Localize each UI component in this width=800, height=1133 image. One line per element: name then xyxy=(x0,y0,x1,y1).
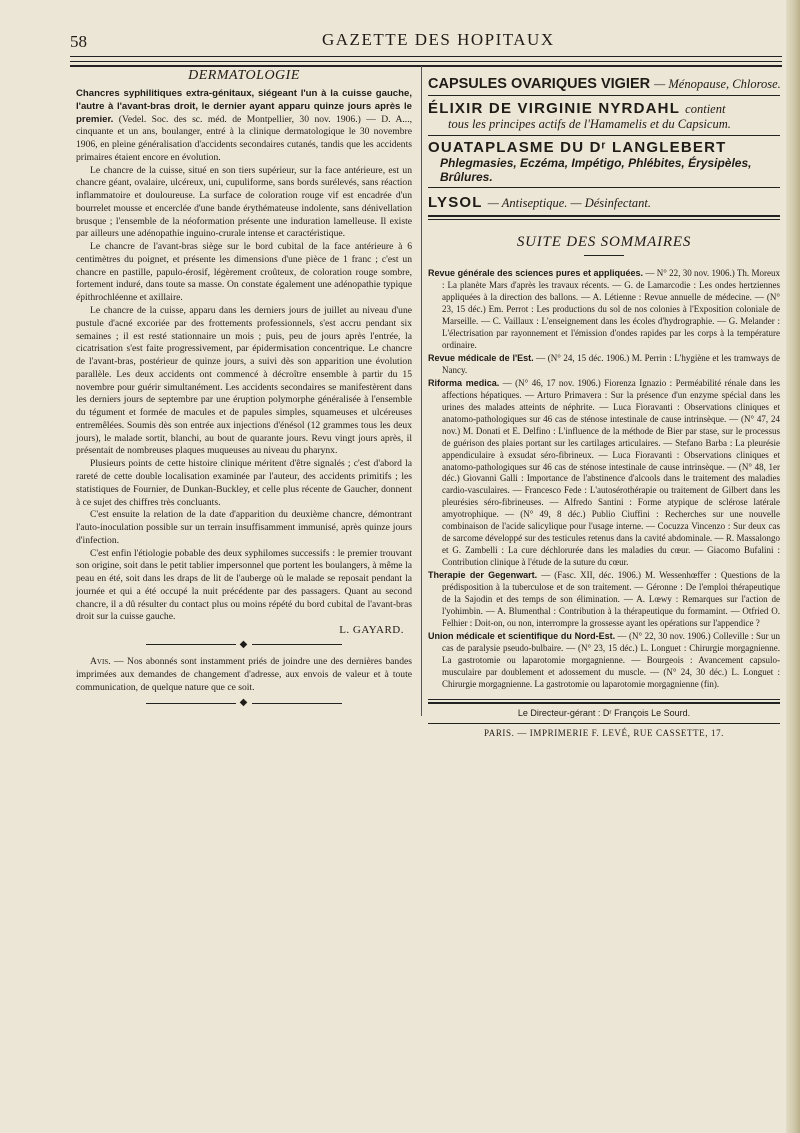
footer-rule xyxy=(428,699,780,700)
avis-text: — Nos abonnés sont instamment priés de joindre une des dernières bandes imprimées aux demandes de changement d'adresse, aux envois de valeur et à toute communication, de quelque nature que ce soit. xyxy=(76,656,412,693)
entry-body: — N° 22, 30 nov. 1906.) Th. Moreux : La planète Mars d'après les travaux récents. — G. de Lamarcodie : Les ondes hertziennes appliquées à la direction des ballons. — A. Létienne : Revue annuelle de médecine. — (N° 23, 15 déc.) Em. Perrot : Les productions du sol de nos colonies à l'Exposition coloniale de Marseille. — C. Vaillaux : L'enseignement dans les écoles d'hydrographie. — G. Melander : L'électrisation par rayonnement et l'émission d'ondes rapides par les corps à la température ordinaire. xyxy=(442,268,780,350)
journal-title: GAZETTE DES HOPITAUX xyxy=(322,30,555,49)
journal-name: Union médicale et scientifique du Nord-Est. xyxy=(428,631,616,642)
entry-body: — (N° 22, 30 nov. 1906.) Colleville : Sur un cas de paralysie pseudo-bulbaire. — (N° 23, 15 déc.) L. Longuet : Chirurgie morgagnienne. La gastrotomie ou laparotomie morgagnienne. — Bourgeois : Avancement capsulo-musculaire par doublement et adossement du muscle. — (N° 24, 30 déc.) L. Longuet : Chirurgie morgagnienne. La gastrotomie ou laparotomie morgagnienne (fin). xyxy=(442,631,780,689)
ad-separator xyxy=(428,187,780,188)
summary-entry xyxy=(428,570,780,630)
footer-rule xyxy=(428,723,780,724)
page-header xyxy=(70,28,782,64)
footer-rule xyxy=(428,702,780,704)
title-rule xyxy=(584,255,624,256)
printer-imprint: PARIS. — IMPRIMERIE F. LEVÉ, RUE CASSETTE, 17. xyxy=(483,727,725,738)
journal-name: Therapie der Gegenwart. xyxy=(428,570,538,581)
summary-entry xyxy=(428,631,780,691)
ad-name: LYSOL xyxy=(428,194,483,211)
ad-description: tous les principes actifs de l'Hamamelis et du Capsicum. xyxy=(448,117,731,131)
ornament-divider: ◆ xyxy=(76,640,412,650)
ad-tagline: contient xyxy=(685,102,726,116)
ornament-divider: ◆ xyxy=(76,698,412,708)
article-citation: (Vedel. Soc. des sc. méd. de Montpellier, 30 nov. 1906.) — D. A..., cinquante et un ans, boulanger, entré à la clinique dermatologique le 30 novembre 1906, en pleine généralisation d'accidents secondaires cutanés, tandis que les accidents primaires étaient encore en évolution. xyxy=(76,113,413,163)
left-column xyxy=(76,68,412,714)
article-paragraph: Plusieurs points de cette histoire clinique méritent d'être signalés ; c'est d'abord la rareté de cette double localisation examinée par l'auteur, des accidents primitifs ; les statistiques de Fournier, de Dunkan-Buckley, et celle plus récente de Gaucher, donnent à ce sujet des chiffres très concluants. xyxy=(76,458,412,508)
avis-notice xyxy=(76,656,412,694)
article-title: Chancres syphilitiques extra-génitaux, siégeant l'un à la cuisse gauche, l'autre à l'avant-bras droit, le dernier ayant apparu quinze jours après le premier. xyxy=(76,88,412,125)
article-paragraph: Le chancre de l'avant-bras siège sur le bord cubital de la face antérieure à 6 centimètres du poignet, et présente les dimensions d'une pièce de 1 franc ; c'est un chancre en pastille, papulo-érosif, légèrement croûteux, de coloration rouge sombre, fortement induré, dans toute sa masse. On constate également une adénopathie typique épithrochléenne et axillaire. xyxy=(76,241,412,304)
avis-label: Avis. xyxy=(90,656,111,668)
entry-body: — (Fasc. XII, déc. 1906.) M. Wessenhœffer : Questions de la prédisposition à la tuberculose et de son traitement. — Géronne : De l'emploi thérapeutique de la Sajodin et des temps de son élimination. — A. Lœwy : Remarques sur l'action de l'yohimbin. — A. Blumenthal : Contribution à la thérapeutique du formamint. — Otfried O. Felhier : Doit-on, ou non, interrompre la grossesse ayant les opérations sur l'appendice ? xyxy=(442,570,780,629)
journal-name: Riforma medica. xyxy=(428,377,500,388)
entry-body: — (N° 24, 15 déc. 1906.) M. Perrin : L'hygiène et les tramways de Nancy. xyxy=(442,352,780,375)
article-paragraph: Le chancre de la cuisse, situé en son tiers supérieur, sur la face antérieure, est un chancre géant, ovalaire, ulcéreux, uni, cupuliforme, sans bords surélevés, sans réaction inflammatoire et douloureuse. La surface de coloration rouge vif est encadrée d'un bourrelet mousse et encerclée d'une bande érythémateuse indolente, sans dénivellation brusque ; l'ensemble de la néoformation présente une induration lamelleuse. Il existe par ailleurs une adénopathie inguino-crurale intense et caractéristique. xyxy=(76,164,412,240)
ad-description: Phlegmasies, Eczéma, Impétigo, Phlébites, Érysipèles, Brûlures. xyxy=(440,156,752,184)
right-column xyxy=(428,76,780,740)
page-edge xyxy=(786,0,800,1133)
section-title: SUITE DES SOMMAIRES xyxy=(516,234,692,250)
article-intro xyxy=(76,88,412,165)
ad-separator xyxy=(428,135,780,136)
ad-lysol xyxy=(428,194,780,211)
column-divider xyxy=(421,66,422,716)
summary-entry xyxy=(428,268,780,352)
ad-ouataplasme: OUATAPLASME DU Dʳ LANGLEBERT xyxy=(428,139,727,156)
summary-entry xyxy=(428,378,780,570)
director-credit: Le Directeur-gérant : Dʳ François Le Sourd. xyxy=(517,707,691,718)
ads-bottom-rule xyxy=(428,219,780,220)
article-paragraph: Le chancre de la cuisse, apparu dans les derniers jours de juillet au niveau d'une pustule d'acné excoriée par des frottements professionnels, s'est accru pendant six semaines ; il est resté stationnaire un mois ; puis, peu de jours après l'entrée, la cicatrisation s'est faite progressivement, par épidermisation concentrique. Le chancre de l'avant-bras, postérieur de quinze jours, a suivi dès son apparition une évolution parallèle. Les deux accidents ont commencé à décroître ensemble à partir du 15 novembre pour guérir simultanément. Les accidents secondaires se manifestèrent dans les derniers jours de septembre par une éruption polymorphe généralisée à l'ensemble du tégument et formée de macules et de papules simples, squameuses et ulcéreuses entremêlées. Soumis dès son entrée aux injections d'énésol (12 grammes tous les deux jours), le malade sortit, blanchi, au bout de quarante jours. Revu vingt jours après, il présentait de nombreuses plaques muqueuses au niveau du pharynx. xyxy=(76,305,412,457)
journal-name: Revue générale des sciences pures et appliquées. xyxy=(428,268,644,278)
author-signature: L. GAYARD. xyxy=(339,624,404,637)
ad-capsules-vigier xyxy=(428,76,780,92)
ad-name: ÉLIXIR DE VIRGINIE NYRDAHL xyxy=(428,100,680,117)
header-rule xyxy=(70,65,782,67)
journal-name: Revue médicale de l'Est. xyxy=(428,352,534,363)
header-rule xyxy=(70,56,782,57)
ad-tagline: — Antiseptique. — Désinfectant. xyxy=(487,196,652,210)
ad-elixir-virginie xyxy=(428,100,780,117)
page-number: 58 xyxy=(70,32,87,51)
entry-body: — (N° 46, 17 nov. 1906.) Fiorenza Ignazio : Perméabilité rénale dans les affections hépatiques. — Arturo Primavera : Sur la présence d'un enzyme spécial dans les urines des malades atteints de néphrite. — Luca Fioravanti : Observations cliniques et anatomo-pathologiques sur 46 cas de sténose intestinale de cause intrinsèque. — (N° 47, 24 nov.) M. Donati et E. Delfino : L'influence de la méthode de Bier par stase, sur le processus de guérison des plaies portant sur les cartilages articulaires. — Stefano Barba : La pleurésie appendiculaire à exsudat séro-fibrineux. — Luca Fioravanti : Observations cliniques et anatomo-pathologiques sur 46 cas de sténose intestinale de cause intrinsèque. — (N° 48, 1er déc.) Giovanni Galli : Importance de l'abstinence d'alcools dans le traitement des maladies cardio-vasculaires. — Francesco Fede : L'autosérothérapie ou traitement de Gilbert dans les pleurésies séro-fibrineuses. — Alfredo Santini : Forme atypique de sclérose latérale amyotrophique. — (N° 49, 8 déc.) Publio Ciuffini : Recherches sur une nouvelle combinaison de l'acide salicylique pour l'usage interne. — Cocuzza Vincenzo : Sur deux cas de sarcome développé sur des testicules retenus dans la cavité abdominale. — R. Massalongo et G. Zambelli : La cure déchlorurée dans les maladies du cœur. — Giacomo Bufalini : Contribution clinique à l'étude de la suture du cœur. xyxy=(442,377,780,568)
ad-tagline: — Ménopause, Chlorose. xyxy=(654,77,781,91)
ad-name: CAPSULES OVARIQUES VIGIER xyxy=(428,76,651,92)
ads-bottom-rule xyxy=(428,215,780,217)
section-title: DERMATOLOGIE xyxy=(188,68,300,83)
article-paragraph: C'est enfin l'étiologie pobable des deux syphilomes successifs : le premier trouvant son origine, soit dans le petit tablier impersonnel que portent les boulangers, à même la peau en été, soit dans les draps de lit de l'auberge où le malade se reposait pendant la journée et qui a été occupé la nuit précédente par des passagers. Quant au second chancre, il a dû résulter du contact plus ou moins répété du bord cubital de l'avant-bras droit sur la cuisse gauche. xyxy=(76,547,412,623)
article-paragraph: C'est ensuite la relation de la date d'apparition du deuxième chancre, démontrant l'auto-inoculation possible sur un terrain insuffisamment immunisé, après quinze jours d'infection. xyxy=(76,509,412,546)
summary-entry xyxy=(428,353,780,377)
ad-separator xyxy=(428,95,780,96)
header-rule xyxy=(70,61,782,62)
